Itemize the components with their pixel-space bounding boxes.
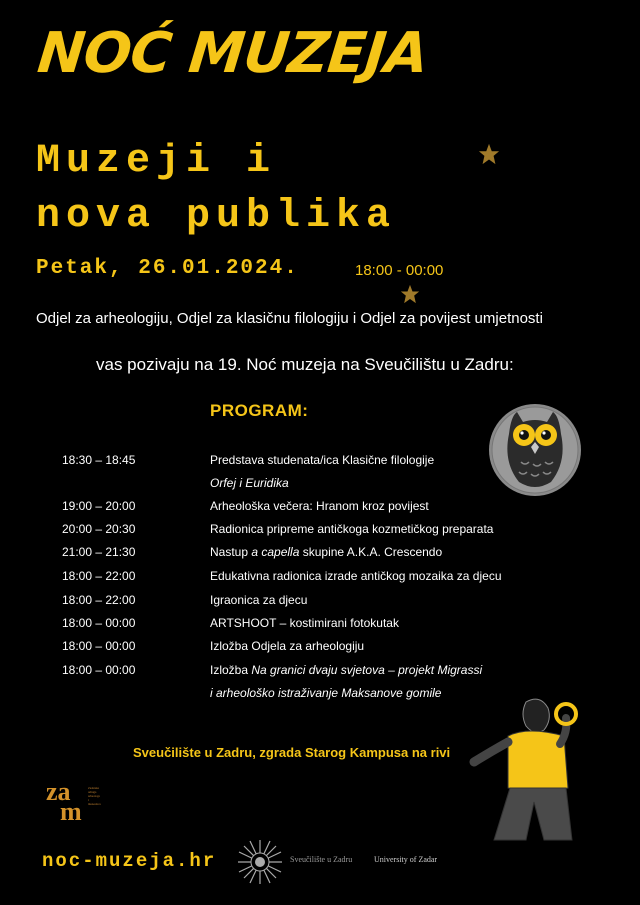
- event-location: Sveučilište u Zadru, zgrada Starog Kampusa na rivi: [133, 745, 451, 760]
- program-desc: Arheološka večera: Hranom kroz povijest: [210, 499, 429, 513]
- invite-text: vas pozivaju na 19. Noć muzeja na Sveučilištu u Zadru:: [96, 355, 514, 374]
- program-desc: Izložba Odjela za arheologiju: [210, 639, 365, 653]
- program-time: 18:00 – 22:00: [62, 593, 136, 607]
- program-desc-italic: i arheološko istraživanje Maksanove gomile: [210, 686, 442, 700]
- program-desc: Edukativna radionica izrade antičkog mozaika za djecu: [210, 569, 502, 583]
- logo-top: za: [46, 777, 71, 806]
- program-desc: Radionica pripreme antičkoga kozmetičkog preparata: [210, 522, 494, 536]
- program-desc-italic: Orfej i Euridika: [210, 476, 289, 490]
- program-time: 18:00 – 22:00: [62, 569, 136, 583]
- program-heading: PROGRAM:: [210, 401, 309, 420]
- website-link[interactable]: noc-muzeja.hr: [42, 850, 217, 872]
- association-logo: [46, 777, 101, 826]
- program-time: 18:00 – 00:00: [62, 616, 136, 630]
- program-time: 18:30 – 18:45: [62, 453, 136, 467]
- program-time: 20:00 – 20:30: [62, 522, 136, 536]
- program-desc: [210, 663, 482, 677]
- university-name-en: University of Zadar: [374, 855, 438, 864]
- person-magnifier-icon: [468, 692, 588, 842]
- desc-part: Nastup: [210, 545, 252, 559]
- logo-bottom: m: [60, 797, 82, 826]
- title-line-2: nova publika: [36, 194, 397, 239]
- star-icon: [400, 284, 420, 304]
- program-desc: Predstava studenata/ica Klasične filologije: [210, 453, 435, 467]
- desc-italic-part: a capella: [251, 545, 300, 559]
- noc-muzeja-logo: NOĆ MUZEJA: [34, 21, 431, 86]
- desc-part: Izložba: [210, 663, 252, 677]
- event-time: 18:00 - 00:00: [355, 262, 444, 279]
- program-desc: Igraonica za djecu: [210, 593, 308, 607]
- organizers-text: Odjel za arheologiju, Odjel za klasičnu filologiju i Odjel za povijest umjetnosti: [36, 310, 543, 327]
- desc-part: skupine A.K.A. Crescendo: [299, 545, 443, 559]
- title-line-1: Muzeji i: [36, 139, 277, 184]
- sun-logo-icon: [236, 838, 284, 886]
- program-desc: ARTSHOOT – kostimirani fotokutak: [210, 616, 399, 630]
- star-icon: [478, 143, 500, 165]
- event-title: [36, 134, 396, 244]
- logo-small-text: Zadarska udruga arheologa i muzealaca: [88, 786, 101, 806]
- owl-icon: [487, 402, 583, 498]
- program-time: 18:00 – 00:00: [62, 639, 136, 653]
- program-time: 21:00 – 21:30: [62, 545, 136, 559]
- program-time: 19:00 – 20:00: [62, 499, 136, 513]
- university-name-hr: Sveučilište u Zadru: [290, 855, 353, 864]
- desc-italic-part: Na granici dvaju svjetova – projekt Migrassi: [251, 663, 483, 677]
- event-date: Petak, 26.01.2024.: [36, 257, 299, 280]
- program-desc: [210, 545, 442, 559]
- program-time: 18:00 – 00:00: [62, 663, 136, 677]
